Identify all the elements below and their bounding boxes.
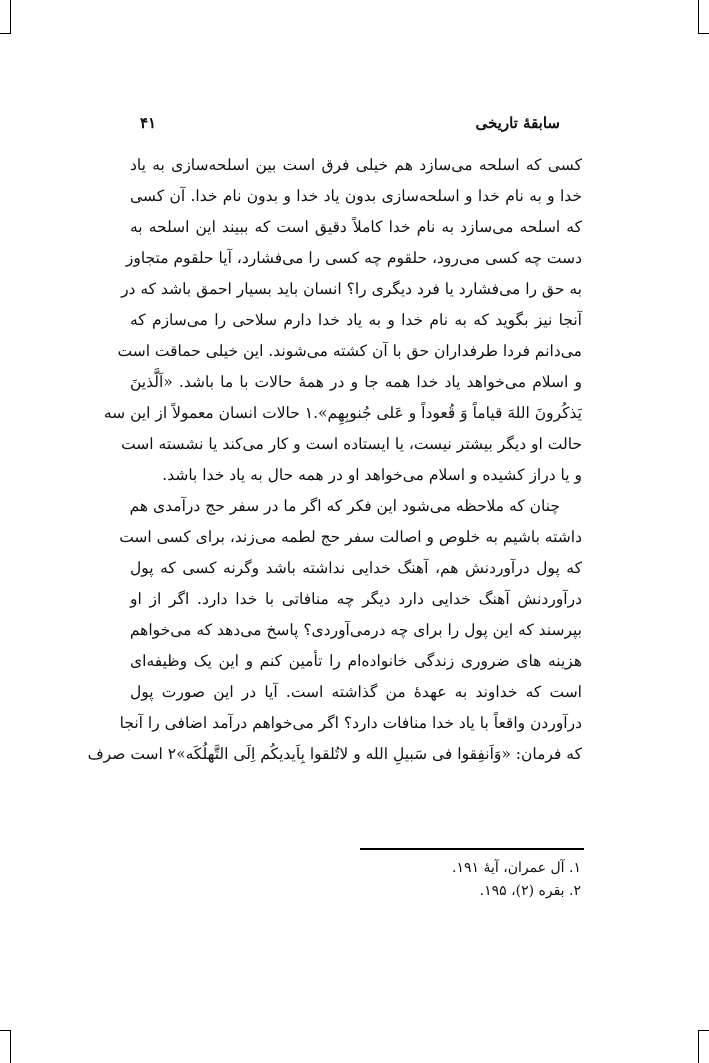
text-line: درآوردنش آهنگ خدایی دارد دیگر چه منافاتی با خدا دارد. اگر از او [130,590,582,608]
chapter-title: سابقهٔ تاریخی [475,114,560,132]
crop-mark [0,1030,10,1031]
crop-mark [10,1030,11,1063]
text-line: حالت او دیگر بیشتر نیست، یا ایستاده است و کار می‌کند یا نشسته است [121,435,582,453]
text-line: چنان که ملاحظه می‌شود این فکر که اگر ما در سفر حج درآمدی هم [129,497,560,515]
crop-mark [698,0,699,34]
footnote-divider [360,848,584,850]
crop-mark [699,33,709,34]
body-text [87,150,582,770]
text-line: کسی که اسلحه می‌سازد هم خیلی فرق است بین اسلحه‌سازی به یاد [130,156,582,174]
crop-mark [698,1030,699,1063]
crop-mark [10,0,11,34]
footnote: ۱. آل عمران، آیهٔ ۱۹۱. [451,860,581,876]
footnotes [452,857,581,903]
text-line: که فرمان: «وَاَنفِقوا فی سَبیلِ الله و لاتُلقوا بِاَیدیکُم اِلَی التَّهلُکَه»۲ است صرف [87,745,582,763]
text-line: و یا دراز کشیده و اسلام می‌خواهد او در همه حال به یاد خدا باشد. [162,466,582,484]
text-line: خدا و به نام خدا و اسلحه‌سازی بدون یاد خدا و بدون نام خدا. آن کسی [130,187,582,205]
text-line: هزینه های ضروری زندگی خانواده‌ام را تأمین کنم و این یک وظیفه‌ای [130,652,582,670]
crop-mark [699,1030,709,1031]
text-line: و اسلام می‌خواهد یاد خدا همه جا و در همهٔ حالات با ما باشد. «اَلَّذینَ [130,373,582,391]
text-line: می‌دانم فردا طرفداران حق با آن کشته می‌شوند. این خیلی حماقت است [117,342,582,360]
text-line: که اسلحه می‌سازد به نام خدا کاملاً دقیق است که ببیند این اسلحه به [130,218,582,236]
text-line: دست چه کسی می‌رود، حلقوم چه کسی را می‌فشارد، آیا حلقوم متجاوز [125,249,582,267]
text-line: آنجا نیز بگوید که به نام خدا و به یاد خدا دارم سلاحی را می‌سازم که [130,311,582,329]
crop-mark [0,33,10,34]
running-header [140,110,560,136]
footnote: ۲. بقره (۲)، ۱۹۵. [479,883,581,899]
text-line: که پول درآوردنش هم، آهنگ خدایی نداشته باشد وگرنه کسی که پول [130,559,582,577]
text-line: یَذکُرونَ اللهَ قیاماً وَ قُعوداً و عَلی جُنوبِهِم».۱ حالات انسان معمولاً از این سه [103,404,582,422]
text-line: بپرسند که این پول را برای چه درمی‌آوردی؟ پاسخ می‌دهد که می‌خواهم [129,621,582,639]
text-line: است که خداوند به عهدهٔ من گذاشته است. آیا در این صورت پول [130,683,582,701]
page-number: ۴۱ [140,114,157,132]
text-line: درآوردن واقعاً با یاد خدا منافات دارد؟ اگر می‌خواهم درآمد اضافی را آنجا [119,714,582,732]
text-line: داشته باشیم به خلوص و اصالت سفر حج لطمه می‌زند، برای کسی است [119,528,582,546]
text-line: به حق را می‌فشارد یا فرد دیگری را؟ انسان باید بسیار احمق باشد که در [121,280,582,298]
